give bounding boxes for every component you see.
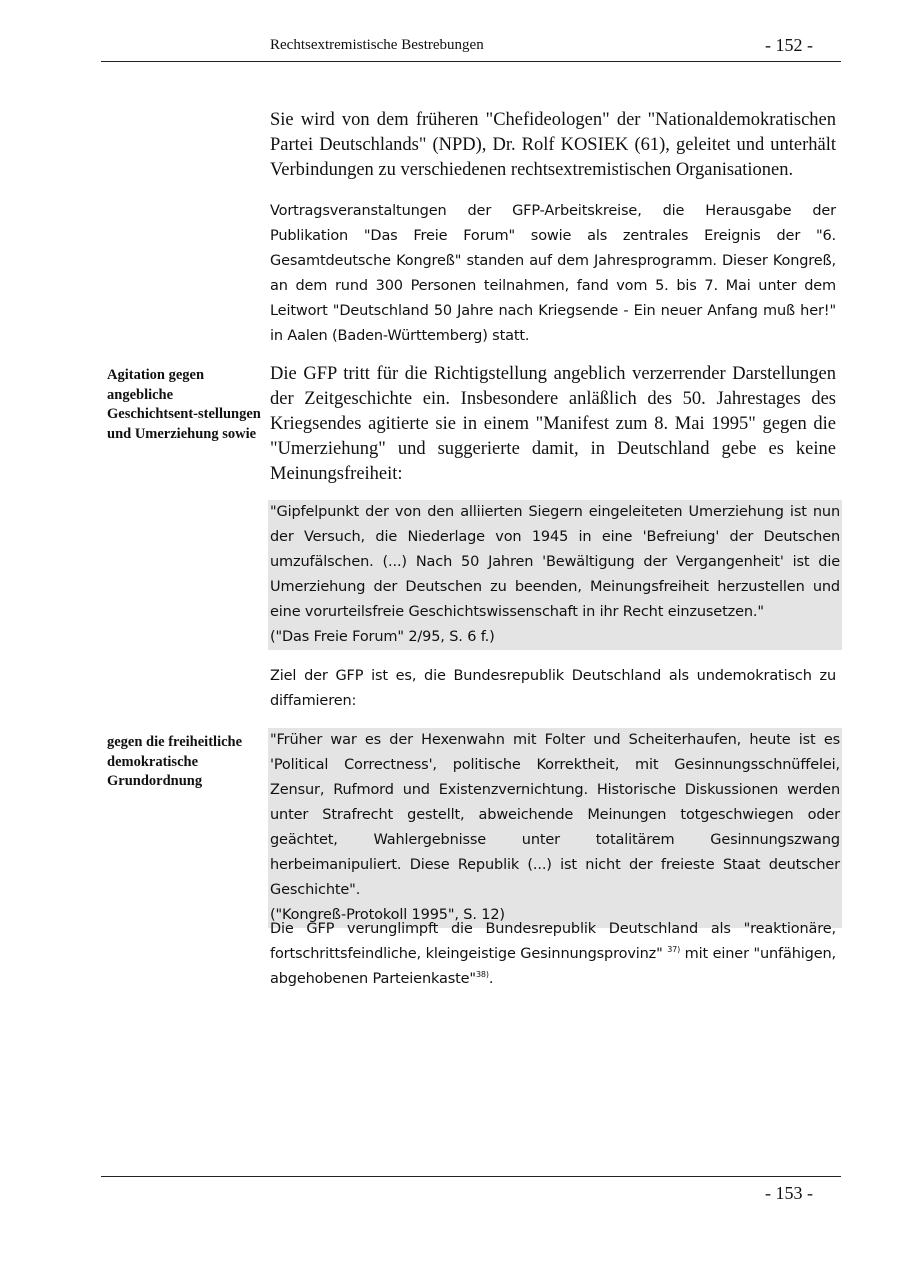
running-header-title: Rechtsextremistische Bestrebungen: [270, 37, 484, 53]
footnote-ref-38: 38): [475, 970, 489, 980]
paragraph-5: [270, 917, 836, 992]
paragraph-1: Sie wird von dem früheren "Chefideologen" der "Nationaldemokratischen Partei Deutschlands" (NPD), Dr. Rolf KOSIEK (61), geleitet und unterhält Verbindungen zu verschiedenen rechtsextremistischen Organisationen.: [270, 110, 836, 180]
quote-2-source: ("Kongreß-Protokoll 1995", S. 12): [270, 907, 505, 923]
paragraph-4: Ziel der GFP ist es, die Bundesrepublik Deutschland als undemokratisch zu diffamieren:: [270, 668, 836, 709]
paragraph-3: Die GFP tritt für die Richtigstellung angeblich verzerrender Darstellungen der Zeitgeschichte ein. Insbesondere anläßlich des 50. Jahrestages des Kriegsendes agitierte sie in einem "Manifest zum 8. Mai 1995" gegen die "Umerziehung" und suggerierte damit, in Deutschland gebe es keine Meinungsfreiheit:: [270, 364, 836, 484]
footnote-ref-37: 37): [667, 945, 681, 955]
footer-rule: [101, 1176, 841, 1177]
quote-2-text: "Früher war es der Hexenwahn mit Folter und Scheiterhaufen, heute ist es 'Political Correctness', politische Korrektheit, mit Gesinnungsschnüffelei, Zensur, Rufmord und Existenzvernichtung. Historische Diskussionen werden unter Strafrecht gestellt, abweichende Meinungen totgeschwiegen oder geächtet, Wahlergebnisse unter totalitärem Gesinnungszwang herbeimanipuliert. Diese Republik (...) ist nicht der freieste Staat deutscher Geschichte".: [270, 732, 840, 898]
margin-note-grundordnung: gegen die freiheitliche demokratische Grundordnung: [107, 734, 243, 789]
paragraph-5-text: Die GFP verunglimpft die Bundesrepublik Deutschland als "reaktionäre, fortschrittsfeindliche, kleingeistige Gesinnungsprovinz": [270, 921, 836, 962]
margin-note-agitation: Agitation gegen angebliche Geschichtsent-stellungen und Umerziehung sowie: [107, 367, 261, 442]
header-page-number: - 152 -: [765, 35, 813, 55]
quote-block-2: [268, 728, 842, 928]
paragraph-2: Vortragsveranstaltungen der GFP-Arbeitskreise, die Herausgabe der Publikation "Das Freie Forum" sowie als zentrales Ereignis der "6. Gesamtdeutsche Kongreß" standen auf dem Jahresprogramm. Dieser Kongreß, an dem rund 300 Personen teilnahmen, fand vom 5. bis 7. Mai unter dem Leitwort "Deutschland 50 Jahre nach Kriegsende - Ein neuer Anfang muß her!" in Aalen (Baden-Württemberg) statt.: [270, 203, 836, 344]
header-rule: [101, 61, 841, 62]
quote-1-source: ("Das Freie Forum" 2/95, S. 6 f.): [270, 629, 495, 645]
footer-page-number: - 153 -: [765, 1183, 813, 1203]
quote-block-1: [268, 500, 842, 650]
paragraph-5-end: .: [488, 971, 494, 987]
paragraph-5-middle: mit einer "unfähigen, abgehobenen Parteienkaste": [270, 946, 836, 987]
quote-1-text: "Gipfelpunkt der von den alliierten Siegern eingeleiteten Umerziehung ist nun der Versuch, die Niederlage von 1945 in eine 'Befreiung' der Deutschen umzufälschen. (...) Nach 50 Jahren 'Bewältigung der Vergangenheit' ist die Umerziehung der Deutschen zu beenden, Meinungsfreiheit herzustellen und eine vorurteilsfreie Geschichtswissenschaft in ihr Recht einzusetzen.": [270, 504, 840, 620]
